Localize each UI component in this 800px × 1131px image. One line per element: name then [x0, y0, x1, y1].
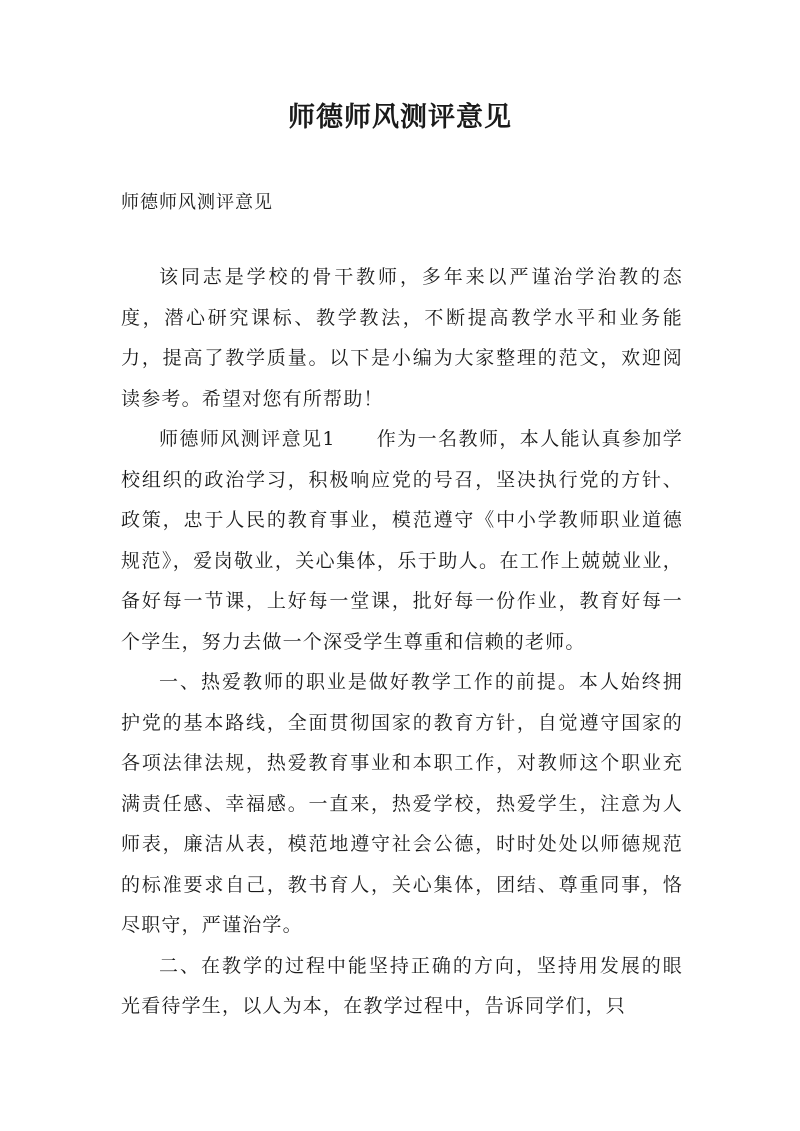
- paragraph-section-1: 一、热爱教师的职业是做好教学工作的前提。本人始终拥护党的基本路线，全面贯彻国家的教育方针，自觉遵守国家的各项法律法规，热爱教育事业和本职工作，对教师这个职业充满责任感、幸福感。一直来，热爱学校，热爱学生，注意为人师表，廉洁从表，模范地遵守社会公德，时时处处以师德规范的标准要求自己，教书育人，关心集体，团结、尊重同事，恪尽职守，严谨治学。: [121, 671, 683, 936]
- paragraph-section-2: 二、在教学的过程中能坚持正确的方向，坚持用发展的眼光看待学生，以人为本，在教学过程中，告诉同学们，只: [121, 954, 683, 1017]
- document-body: [121, 257, 683, 1027]
- paragraph-intro: 该同志是学校的骨干教师，多年来以严谨治学治教的态度，潜心研究课标、教学教法，不断提高教学水平和业务能力，提高了教学质量。以下是小编为大家整理的范文，欢迎阅读参考。希望对您有所帮助！: [121, 266, 683, 410]
- paragraph-opinion-1: 师德师风测评意见1 作为一名教师，本人能认真参加学校组织的政治学习，积极响应党的号召，坚决执行党的方针、政策，忠于人民的教育事业，模范遵守《中小学教师职业道德规范》，爱岗敬业，关心集体，乐于助人。在工作上兢兢业业，备好每一节课，上好每一堂课，批好每一份作业，教育好每一个学生，努力去做一个深受学生尊重和信赖的老师。: [121, 428, 683, 653]
- document-title: 师德师风测评意见: [288, 102, 512, 133]
- document-subtitle: 师德师风测评意见: [121, 192, 273, 213]
